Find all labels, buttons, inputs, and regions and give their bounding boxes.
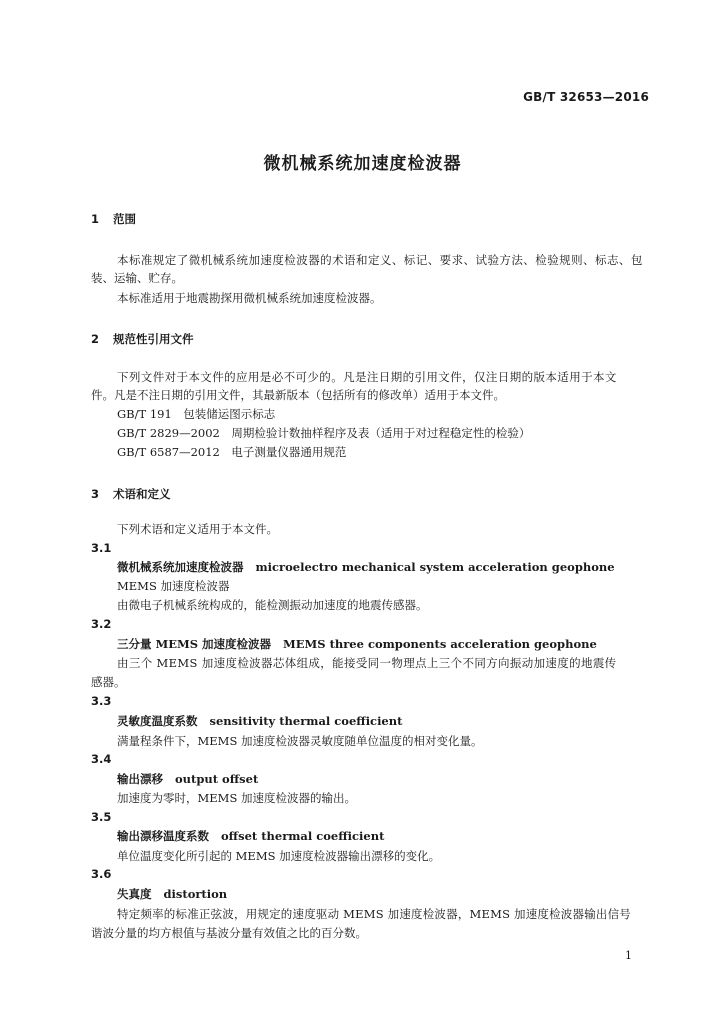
scope-paragraph-line1: 本标准规定了微机械系统加速度检波器的术语和定义、标记、要求、试验方法、检验规则、标志、包 — [117, 253, 643, 267]
term-definition: 加速度为零时，MEMS 加速度检波器的输出。 — [117, 791, 356, 805]
section-number: 1 — [91, 212, 100, 226]
clause-number: 3.2 — [91, 617, 112, 631]
term-english: distortion — [163, 887, 228, 901]
clause-number: 3.4 — [91, 752, 112, 766]
clause-number: 3.6 — [91, 867, 112, 881]
term-english: sensitivity thermal coefficient — [209, 714, 403, 728]
term-chinese: 输出漂移 — [117, 772, 163, 786]
scope-paragraph-line2: 装、运输、贮存。 — [91, 271, 183, 285]
term-chinese: 三分量 MEMS 加速度检波器 — [117, 637, 272, 651]
clause-number: 3.3 — [91, 694, 112, 708]
term-definition-line1: 特定频率的标准正弦波，用规定的速度驱动 MEMS 加速度检波器，MEMS 加速度检波器输出信号 — [117, 907, 632, 921]
term-chinese: 灵敏度温度系数 — [117, 714, 198, 728]
term-entry — [117, 559, 615, 575]
term-definition-line2: 谐波分量的均方根值与基波分量有效值之比的百分数。 — [91, 926, 367, 940]
term-alternative: MEMS 加速度检波器 — [117, 579, 230, 593]
term-chinese: 微机械系统加速度检波器 — [117, 560, 244, 574]
reference-item: GB/T 2829—2002 周期检验计数抽样程序及表（适用于对过程稳定性的检验） — [117, 426, 531, 440]
term-english: offset thermal coefficient — [221, 829, 385, 843]
term-entry — [117, 713, 402, 729]
term-chinese: 失真度 — [117, 887, 152, 901]
term-english: output offset — [175, 772, 259, 786]
scope-paragraph-2: 本标准适用于地震勘探用微机械系统加速度检波器。 — [117, 291, 382, 305]
section-2-heading — [91, 331, 194, 347]
term-entry — [117, 636, 597, 652]
term-definition: 单位温度变化所引起的 MEMS 加速度检波器输出漂移的变化。 — [117, 849, 441, 863]
term-definition: 由微电子机械系统构成的，能检测振动加速度的地震传感器。 — [117, 598, 428, 612]
clause-number: 3.5 — [91, 810, 112, 824]
section-title: 规范性引用文件 — [113, 332, 194, 346]
term-definition-line1: 由三个 MEMS 加速度检波器芯体组成，能接受同一物理点上三个不同方向振动加速度的地震传 — [117, 656, 617, 670]
normative-paragraph-line2: 件。凡是不注日期的引用文件，其最新版本（包括所有的修改单）适用于本文件。 — [91, 388, 505, 402]
terms-intro: 下列术语和定义适用于本文件。 — [117, 522, 278, 536]
term-definition-line2: 感器。 — [91, 675, 126, 689]
term-entry — [117, 828, 384, 844]
section-3-heading — [91, 486, 171, 502]
section-title: 范围 — [113, 212, 136, 226]
page-number: 1 — [625, 949, 632, 962]
term-definition: 满量程条件下，MEMS 加速度检波器灵敏度随单位温度的相对变化量。 — [117, 734, 483, 748]
normative-paragraph-line1: 下列文件对于本文件的应用是必不可少的。凡是注日期的引用文件，仅注日期的版本适用于本文 — [117, 370, 617, 384]
term-english: microelectro mechanical system acceleration geophone — [255, 560, 615, 574]
section-title: 术语和定义 — [113, 487, 171, 501]
reference-item: GB/T 6587—2012 电子测量仪器通用规范 — [117, 445, 347, 459]
term-entry — [117, 771, 258, 787]
reference-item: GB/T 191 包装储运图示标志 — [117, 407, 276, 421]
clause-number: 3.1 — [91, 541, 112, 555]
section-number: 2 — [91, 332, 100, 346]
section-number: 3 — [91, 487, 100, 501]
document-title: 微机械系统加速度检波器 — [263, 154, 462, 174]
standard-code: GB/T 32653—2016 — [523, 90, 649, 104]
term-chinese: 输出漂移温度系数 — [117, 829, 209, 843]
term-entry — [117, 886, 227, 902]
term-english: MEMS three components acceleration geophone — [283, 637, 597, 651]
section-1-heading — [91, 211, 136, 227]
